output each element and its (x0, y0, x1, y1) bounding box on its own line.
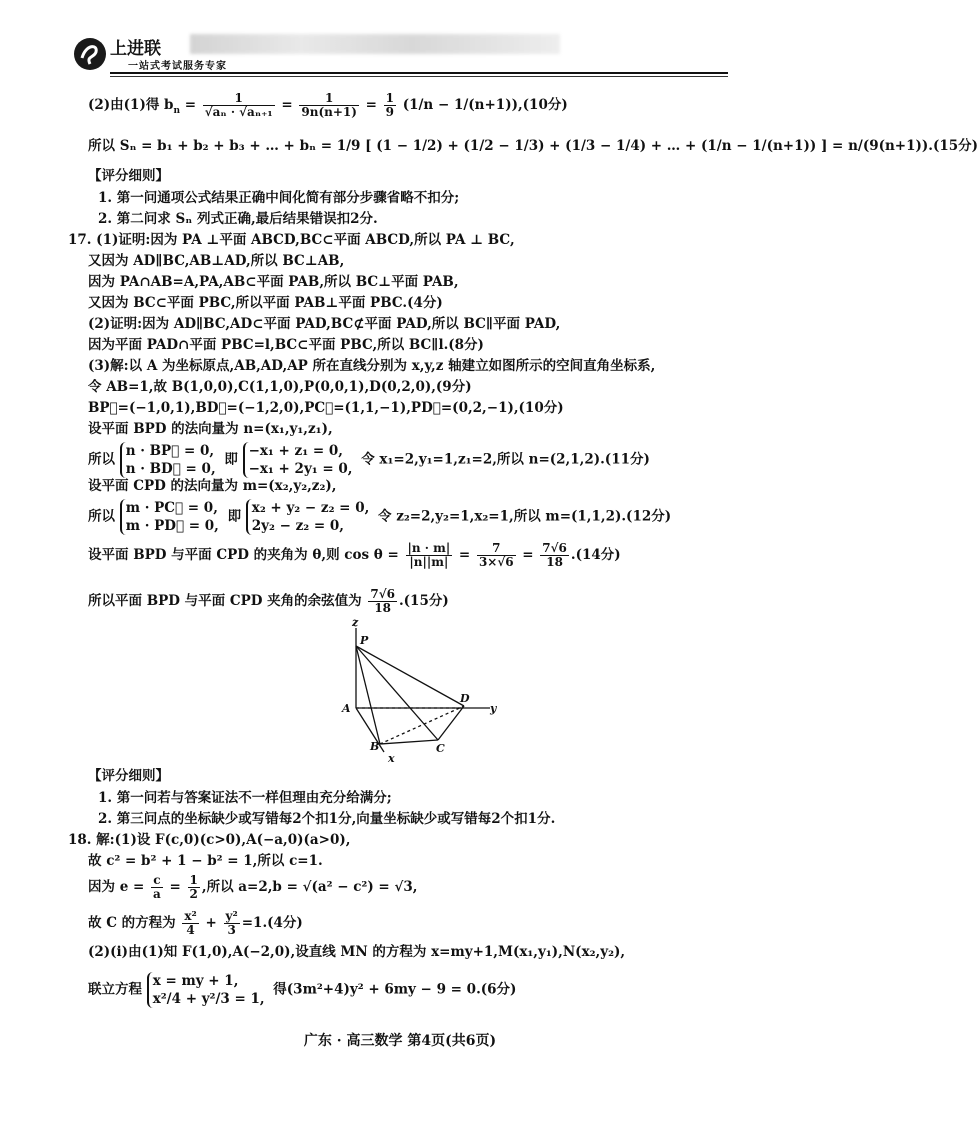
label-P: P (360, 634, 369, 647)
final-line: 所以平面 BPD 与平面 CPD 夹角的余弦值为 $\frac{7√6}{18}$ .(15分) (88, 587, 449, 616)
q18-line3: (2)(i)由(1)知 F(1,0),A(−2,0),设直线 MN 的方程为 x=my+1,M(x₁,y₁),N(x₂,y₂), (88, 944, 626, 960)
header-rule (110, 72, 728, 74)
p2-line: (2)由(1)得 $b_n$ = $\frac{1}{\text{√aₙ · √aₙ₊₁}}$ = $\frac{1}{9n(n+1)}$ = $\frac{1}{9}$ (1/n − 1/(n+1)),(10分) (88, 91, 568, 120)
edge-CD (438, 706, 464, 740)
system-3: 联立方程 x = my + 1, x²/4 + y²/3 = 1, 得(3m²+4)y² + 6my − 9 = 0.(6分) (88, 973, 517, 1008)
system-1: 所以 n · BP⃗ = 0, n · BD⃗ = 0, 即 −x₁ + z₁ = 0, −x₁ + 2y₁ = 0, 令 x₁=2,y₁=1,z₁=2,所以 n=(2,1,2).(11分) (88, 443, 650, 478)
label-B: B (370, 740, 380, 753)
brand-subtitle: 一站式考试服务专家 (128, 61, 227, 72)
pyramid-figure (330, 618, 500, 766)
rubric2-title: 【评分细则】 (88, 768, 169, 784)
label-D: D (460, 692, 470, 705)
rubric2-item2: 2. 第三问点的坐标缺少或写错每2个扣1分,向量坐标缺少或写错每2个扣1分. (98, 811, 556, 827)
q17-line6: 因为平面 PAD∩平面 PBC=l,BC⊂平面 PBC,所以 BC∥l.(8分) (88, 337, 484, 353)
q17-line1: 17. (1)证明:因为 PA ⊥平面 ABCD,BC⊂平面 ABCD,所以 PA ⊥ BC, (68, 232, 515, 248)
q17-line8: 令 AB=1,故 B(1,0,0),C(1,1,0),P(0,0,1),D(0,2,0),(9分) (88, 379, 472, 395)
rubric1-title: 【评分细则】 (88, 168, 169, 184)
rubric1-item2: 2. 第二问求 Sₙ 列式正确,最后结果错误扣2分. (98, 211, 378, 227)
edge-BC (380, 740, 438, 744)
q17-line4: 又因为 BC⊂平面 PBC,所以平面 PAB⊥平面 PBC.(4分) (88, 295, 443, 311)
q18-line1: 18. 解:(1)设 F(c,0)(c>0),A(−a,0)(a>0), (68, 832, 351, 848)
edge-PD (356, 646, 464, 706)
cos-line: 设平面 BPD 与平面 CPD 的夹角为 θ,则 cos θ = $\frac{|n \cdot m|}{|n||m|}$ = $\frac{7}{3\times√6}$ = $\frac{7√6}{18}$ .(14分) (88, 541, 621, 570)
label-y: y (490, 702, 497, 715)
q17-line3: 因为 PA∩AB=A,PA,AB⊂平面 PAB,所以 BC⊥平面 PAB, (88, 274, 459, 290)
q18-c-line: 故 C 的方程为 $\frac{\text{x²}}{4}$ + $\frac{\text{y²}}{3}$ =1.(4分) (88, 909, 303, 938)
q17-line2: 又因为 AD∥BC,AB⊥AD,所以 BC⊥AB, (88, 253, 345, 269)
q17-line5: (2)证明:因为 AD∥BC,AD⊂平面 PAD,BC⊄平面 PAD,所以 BC∥平面 PAD, (88, 316, 561, 332)
edge-BD (380, 706, 464, 744)
q17-line9: BP⃗=(−1,0,1),BD⃗=(−1,2,0),PC⃗=(1,1,−1),PD⃗=(0,2,−1),(10分) (88, 400, 564, 416)
q17-line7: (3)解:以 A 为坐标原点,AB,AD,AP 所在直线分别为 x,y,z 轴建立如图所示的空间直角坐标系, (88, 358, 656, 374)
blurred-header-text (190, 34, 560, 54)
rubric2-item1: 1. 第一问若与答案证法不一样但理由充分给满分; (98, 790, 392, 806)
header-rule-thin (110, 76, 728, 77)
label-A: A (342, 702, 351, 715)
sum-line: 所以 Sₙ = b₁ + b₂ + b₃ + … + bₙ = 1/9 [ (1 − 1/2) + (1/2 − 1/3) + (1/3 − 1/4) + … + (1/n − 1/(n+1)) ] = n/(9(n+1)).(15分) (88, 138, 978, 154)
q17-line10: 设平面 BPD 的法向量为 n=(x₁,y₁,z₁), (88, 421, 333, 437)
q18-line2: 故 c² = b² + 1 − b² = 1,所以 c=1. (88, 853, 323, 869)
label-z: z (352, 616, 359, 629)
brand-logo-icon (72, 36, 108, 72)
system-2: 所以 m · PC⃗ = 0, m · PD⃗ = 0, 即 x₂ + y₂ − z₂ = 0, 2y₂ − z₂ = 0, 令 z₂=2,y₂=1,x₂=1,所以 m=(1,1,2).(12分) (88, 500, 672, 535)
page-footer: 广东 · 高三数学 第4页(共6页) (303, 1033, 497, 1049)
label-C: C (436, 742, 445, 755)
edge-PC (356, 646, 438, 740)
label-x: x (388, 752, 395, 765)
rubric1-item1: 1. 第一问通项公式结果正确中间化简有部分步骤省略不扣分; (98, 190, 460, 206)
q18-e-line: 因为 e = $\frac{c}{a}$ = $\frac{1}{2}$ ,所以 a=2,b = √(a² − c²) = √3, (88, 873, 418, 902)
q17-line11: 设平面 CPD 的法向量为 m=(x₂,y₂,z₂), (88, 478, 337, 494)
brand-name: 上进联 (110, 39, 161, 59)
